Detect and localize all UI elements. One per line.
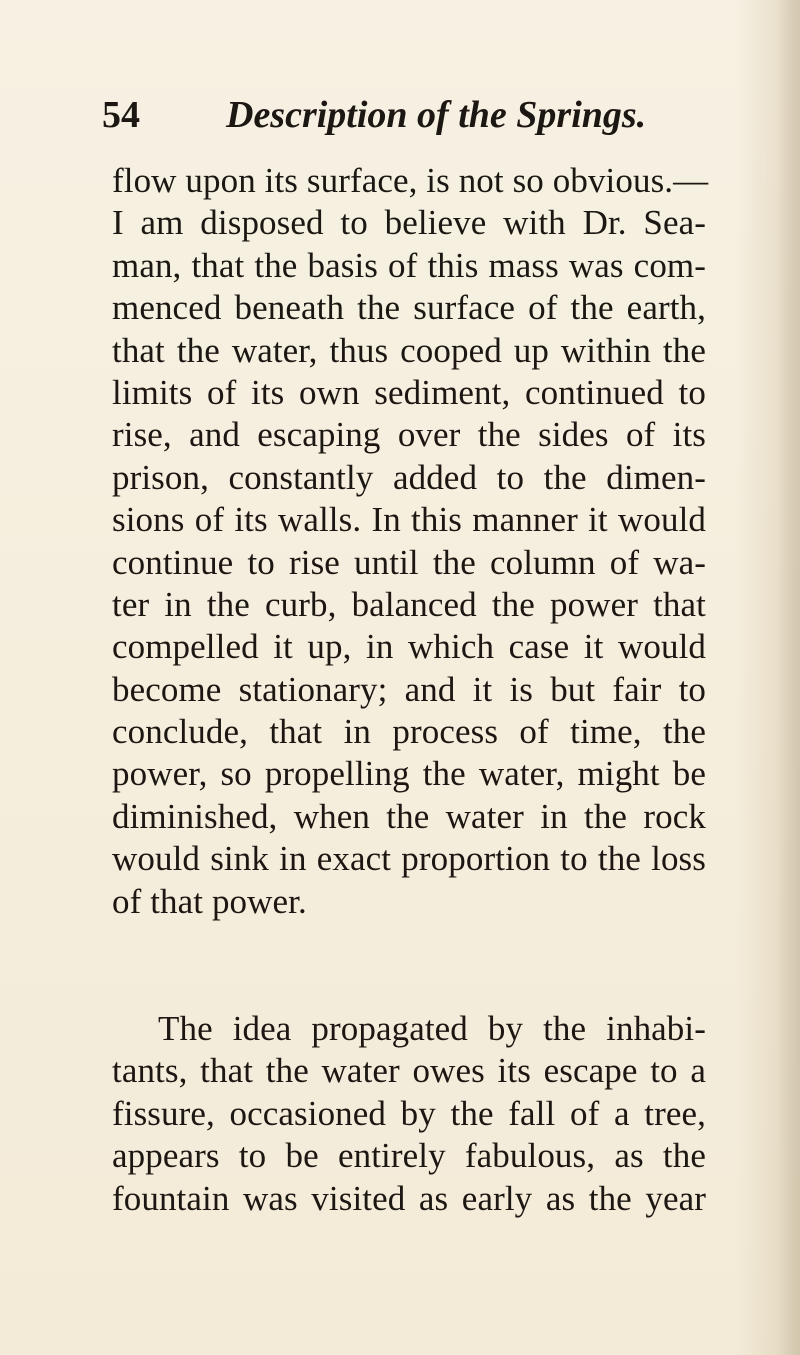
text-line: flow upon its surface, is not so obvious.— <box>112 161 709 200</box>
text-line: I am disposed to believe with Dr. Sea- <box>112 203 706 243</box>
paragraph-2 <box>112 1008 706 1220</box>
body-text <box>112 160 709 1220</box>
text-line: menced beneath the surface of the earth, <box>112 288 706 328</box>
text-line: tants, that the water owes its escape to a <box>112 1051 706 1091</box>
text-line: The idea propagated by the inhabi- <box>158 1009 706 1049</box>
text-line: continue to rise until the column of wa- <box>112 542 706 582</box>
paragraph-gap <box>112 923 706 1008</box>
text-line: become stationary; and it is but fair to <box>112 669 706 709</box>
text-line: prison, constantly added to the dimen- <box>112 457 706 497</box>
text-line: diminished, when the water in the rock <box>112 796 706 836</box>
paragraph-1 <box>112 160 709 923</box>
page-number: 54 <box>102 94 140 136</box>
page-header <box>102 92 702 142</box>
text-line: would sink in exact proportion to the loss <box>112 839 706 879</box>
text-line: fissure, occasioned by the fall of a tree, <box>112 1093 706 1133</box>
page-edge-shadow <box>778 0 800 1355</box>
text-line: fountain was visited as early as the year <box>112 1178 706 1218</box>
text-line: rise, and escaping over the sides of its <box>112 415 706 455</box>
text-line: that the water, thus cooped up within the <box>112 330 706 370</box>
text-line: of that power. <box>112 881 307 921</box>
text-line: sions of its walls. In this manner it would <box>112 500 706 540</box>
text-line: compelled it up, in which case it would <box>112 627 706 667</box>
text-line: power, so propelling the water, might be <box>112 754 706 794</box>
text-line: ter in the curb, balanced the power that <box>112 584 706 624</box>
running-title: Description of the Springs. <box>226 94 647 136</box>
text-line: limits of its own sediment, continued to <box>112 372 706 412</box>
text-line: appears to be entirely fabulous, as the <box>112 1136 706 1176</box>
text-line: conclude, that in process of time, the <box>112 712 706 752</box>
text-line: man, that the basis of this mass was com- <box>112 245 706 285</box>
